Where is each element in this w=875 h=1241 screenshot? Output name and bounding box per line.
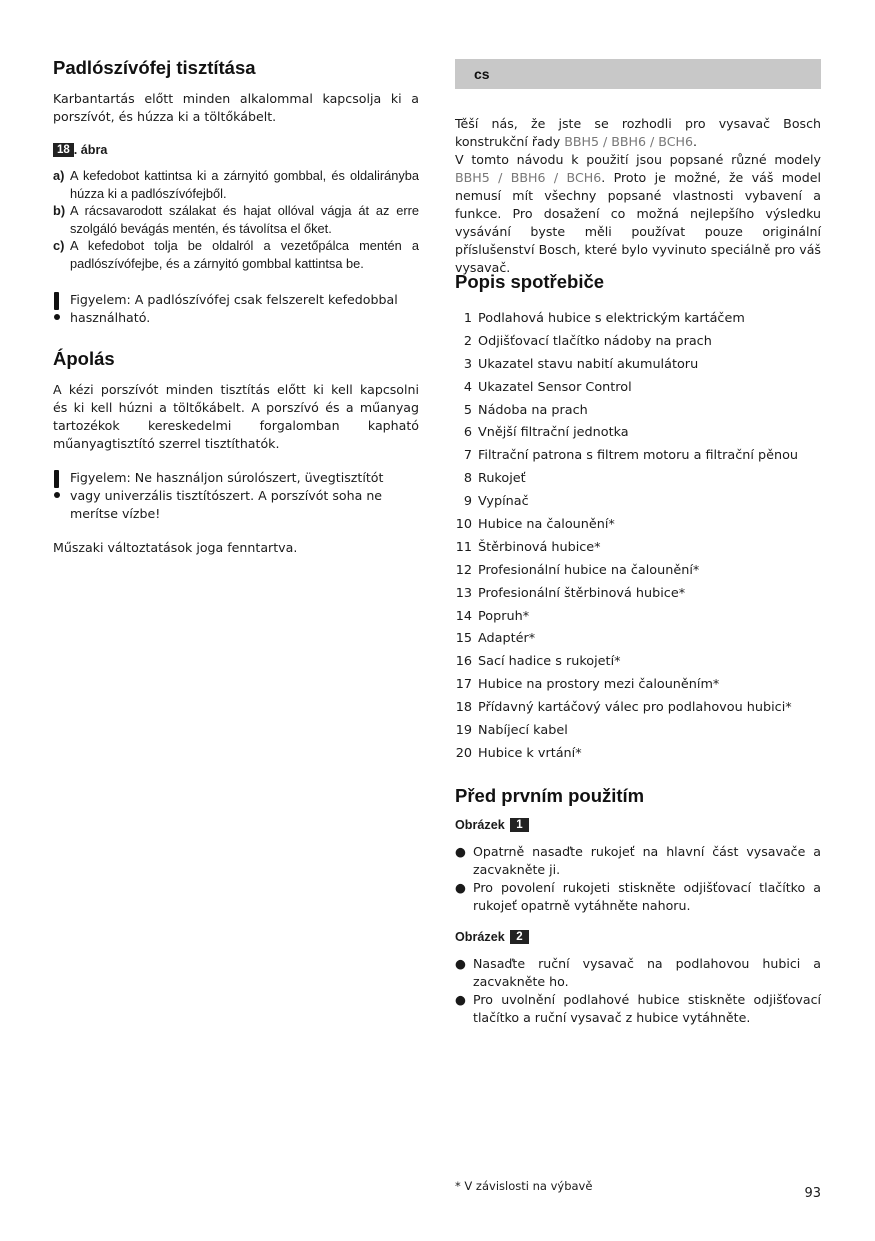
language-bar	[455, 59, 821, 89]
list-item	[455, 879, 821, 915]
list-item	[455, 402, 821, 425]
part-number: 16	[455, 654, 472, 670]
part-number: 2	[463, 333, 472, 349]
warning-text: Figyelem: A padlószívófej csak felszerelt kefedobbal használható.	[70, 292, 398, 325]
floor-head-intro-line-2: porszívót, és húzza ki a töltőkábelt.	[53, 109, 277, 124]
step-text: A kefedobot kattintsa ki a zárnyitó gombbal, és oldalirányba húzza ki a padlószívófejből.	[70, 168, 419, 201]
part-number: 8	[463, 471, 472, 487]
list-item	[455, 424, 821, 447]
part-label: Podlahová hubice s elektrickým kartáčem	[478, 311, 745, 326]
figure-number-badge: 2	[510, 930, 528, 944]
list-item	[455, 955, 821, 991]
list-item	[455, 539, 821, 562]
list-item	[455, 653, 821, 676]
page-number: 93	[804, 1186, 821, 1201]
figure-label-text: Obrázek	[455, 930, 505, 944]
part-label: Popruh*	[478, 608, 530, 624]
warning-text: Figyelem: Ne használjon súrolószert, üvegtisztítót vagy univerzális tisztítószert. A porszívót soha ne merítse vízbe!	[70, 470, 384, 521]
part-label: Adaptér*	[478, 631, 536, 647]
section-title-before-first-use: Před prvním použitím	[455, 785, 645, 806]
floor-head-intro-line-1: Karbantartás előtt minden alkalommal kapcsolja ki a	[53, 91, 419, 106]
part-label: Vnější filtrační jednotka	[478, 425, 629, 441]
part-label: Přídavný kartáčový válec pro podlahovou hubici*	[478, 700, 792, 716]
model-names: BBH5 / BBH6 / BCH6	[564, 134, 693, 149]
part-label: Sací hadice s rukojetí*	[478, 654, 621, 670]
part-label: Odjišťovací tlačítko nádoby na prach	[478, 333, 712, 349]
language-code: cs	[474, 66, 490, 82]
part-label: Štěrbinová hubice*	[478, 539, 601, 555]
figure-label-18	[53, 143, 107, 157]
part-label: Ukazatel stavu nabití akumulátoru	[478, 356, 699, 372]
parts-list	[455, 310, 821, 768]
exclamation-icon	[53, 470, 61, 500]
list-item	[455, 447, 821, 470]
part-number: 15	[455, 631, 472, 647]
intro-text-d: . Proto je možné, že váš model nemusí mít všechny popsané vlastnosti vybavení a funkce. Pro dosažení co možná nejlepšího výsledku vysávání byste měli používat pouze originální příslušenství Bosch, které bylo vyvinuto speciálně pro váš vysavač.	[455, 170, 822, 275]
bullet-icon: ●	[455, 992, 466, 1007]
warning-floor-head	[53, 291, 419, 327]
section-title-floor-head-cleaning: Padlószívófej tisztítása	[53, 57, 256, 78]
figure-number-badge: 18	[53, 143, 74, 157]
step-letter: c)	[53, 238, 65, 253]
list-item	[455, 562, 821, 585]
part-number: 3	[463, 356, 472, 372]
intro-text-b: .	[692, 134, 697, 149]
list-item	[455, 333, 821, 356]
part-label: Nabíjecí kabel	[478, 723, 568, 739]
bullet-text: Opatrně nasaďte rukojeť na hlavní část vysavače a zacvakněte ji.	[473, 844, 821, 877]
footnote: * V závislosti na výbavě	[455, 1179, 593, 1193]
part-number: 5	[463, 402, 472, 418]
care-body	[53, 381, 419, 453]
care-body-line-2: és ki kell húzni a töltőkábelt. A porszívó és a műanyag	[53, 400, 419, 415]
part-number: 9	[463, 494, 472, 510]
section-title-care: Ápolás	[53, 348, 115, 369]
figure-label-text: Obrázek	[455, 818, 505, 832]
care-body-line-4: műanyagtisztító szerrel tisztíthatók.	[53, 436, 280, 451]
intro-text-a: Těší nás, že jste se rozhodli pro vysavač Bosch konstrukční řady	[455, 116, 821, 149]
list-item	[455, 699, 821, 722]
part-label: Hubice na prostory mezi čalouněním*	[478, 677, 720, 693]
list-item	[455, 493, 821, 516]
bullet-icon: ●	[455, 956, 466, 971]
figure-1-bullets	[455, 843, 821, 915]
part-number: 12	[455, 562, 472, 578]
warning-care	[53, 469, 419, 523]
part-number: 11	[455, 539, 472, 555]
part-label: Profesionální hubice na čalounění*	[478, 562, 700, 578]
list-item	[455, 356, 821, 379]
step-b	[53, 202, 419, 237]
step-letter: b)	[53, 203, 66, 218]
step-text: A rácsavarodott szálakat és hajat ollóval vágja át az erre szolgáló bevágás mentén, és távolítsa el őket.	[70, 203, 419, 236]
part-label: Ukazatel Sensor Control	[478, 379, 632, 395]
bullet-text: Nasaďte ruční vysavač na podlahovou hubici a zacvakněte ho.	[473, 956, 821, 989]
care-body-line-1: A kézi porszívót minden tisztítás előtt ki kell kapcsolni	[53, 382, 419, 397]
floor-head-steps	[53, 167, 419, 272]
part-number: 10	[455, 517, 472, 533]
part-label: Hubice na čalounění*	[478, 517, 615, 533]
part-label: Profesionální štěrbinová hubice*	[478, 585, 686, 601]
intro-text-c: V tomto návodu k použití jsou popsané různé modely	[455, 152, 821, 167]
bullet-icon: ●	[455, 844, 466, 859]
list-item	[455, 585, 821, 608]
model-names: BBH5 / BBH6 / BCH6	[455, 170, 602, 185]
bullet-text: Pro uvolnění podlahové hubice stiskněte odjišťovací tlačítko a ruční vysavač z hubice vytáhněte.	[473, 992, 821, 1025]
list-item	[455, 745, 821, 768]
part-label: Rukojeť	[478, 471, 526, 487]
part-label: Vypínač	[478, 494, 529, 510]
part-number: 20	[455, 745, 472, 761]
figure-label-1	[455, 818, 529, 832]
cs-intro	[455, 115, 821, 277]
technical-changes-note: Műszaki változtatások joga fenntartva.	[53, 540, 298, 555]
figure-2-bullets	[455, 955, 821, 1027]
part-label: Hubice k vrtání*	[478, 745, 582, 761]
step-letter: a)	[53, 168, 65, 183]
list-item	[455, 516, 821, 539]
list-item	[455, 608, 821, 631]
part-number: 6	[463, 425, 472, 441]
part-number: 17	[455, 677, 472, 693]
bullet-icon: ●	[455, 880, 466, 895]
part-label: Filtrační patrona s filtrem motoru a filtrační pěnou	[478, 448, 799, 464]
part-number: 13	[455, 585, 472, 601]
part-label: Nádoba na prach	[478, 402, 588, 418]
floor-head-intro	[53, 90, 419, 126]
list-item	[455, 843, 821, 879]
section-title-appliance-description: Popis spotřebiče	[455, 271, 605, 292]
part-number: 19	[455, 723, 472, 739]
part-number: 4	[463, 379, 472, 395]
list-item	[455, 676, 821, 699]
part-number: 7	[463, 448, 472, 464]
list-item	[455, 310, 821, 333]
list-item	[455, 470, 821, 493]
step-a	[53, 167, 419, 202]
part-number: 1	[463, 311, 472, 326]
list-item	[455, 379, 821, 402]
figure-number-badge: 1	[510, 818, 528, 832]
care-body-line-3: tartozékok kereskedelmi forgalomban kapható	[53, 418, 419, 433]
list-item	[455, 630, 821, 653]
figure-suffix: . ábra	[73, 143, 108, 157]
list-item	[455, 991, 821, 1027]
part-number: 18	[455, 700, 472, 716]
step-text: A kefedobot tolja be oldalról a vezetőpálca mentén a padlószívófejbe, és a zárnyitó gombbal kattintsa be.	[70, 238, 419, 271]
exclamation-icon	[53, 292, 61, 322]
list-item	[455, 722, 821, 745]
figure-label-2	[455, 930, 529, 944]
step-c	[53, 237, 419, 272]
part-number: 14	[455, 608, 472, 624]
bullet-text: Pro povolení rukojeti stiskněte odjišťovací tlačítko a rukojeť opatrně vytáhněte nahoru.	[473, 880, 821, 913]
